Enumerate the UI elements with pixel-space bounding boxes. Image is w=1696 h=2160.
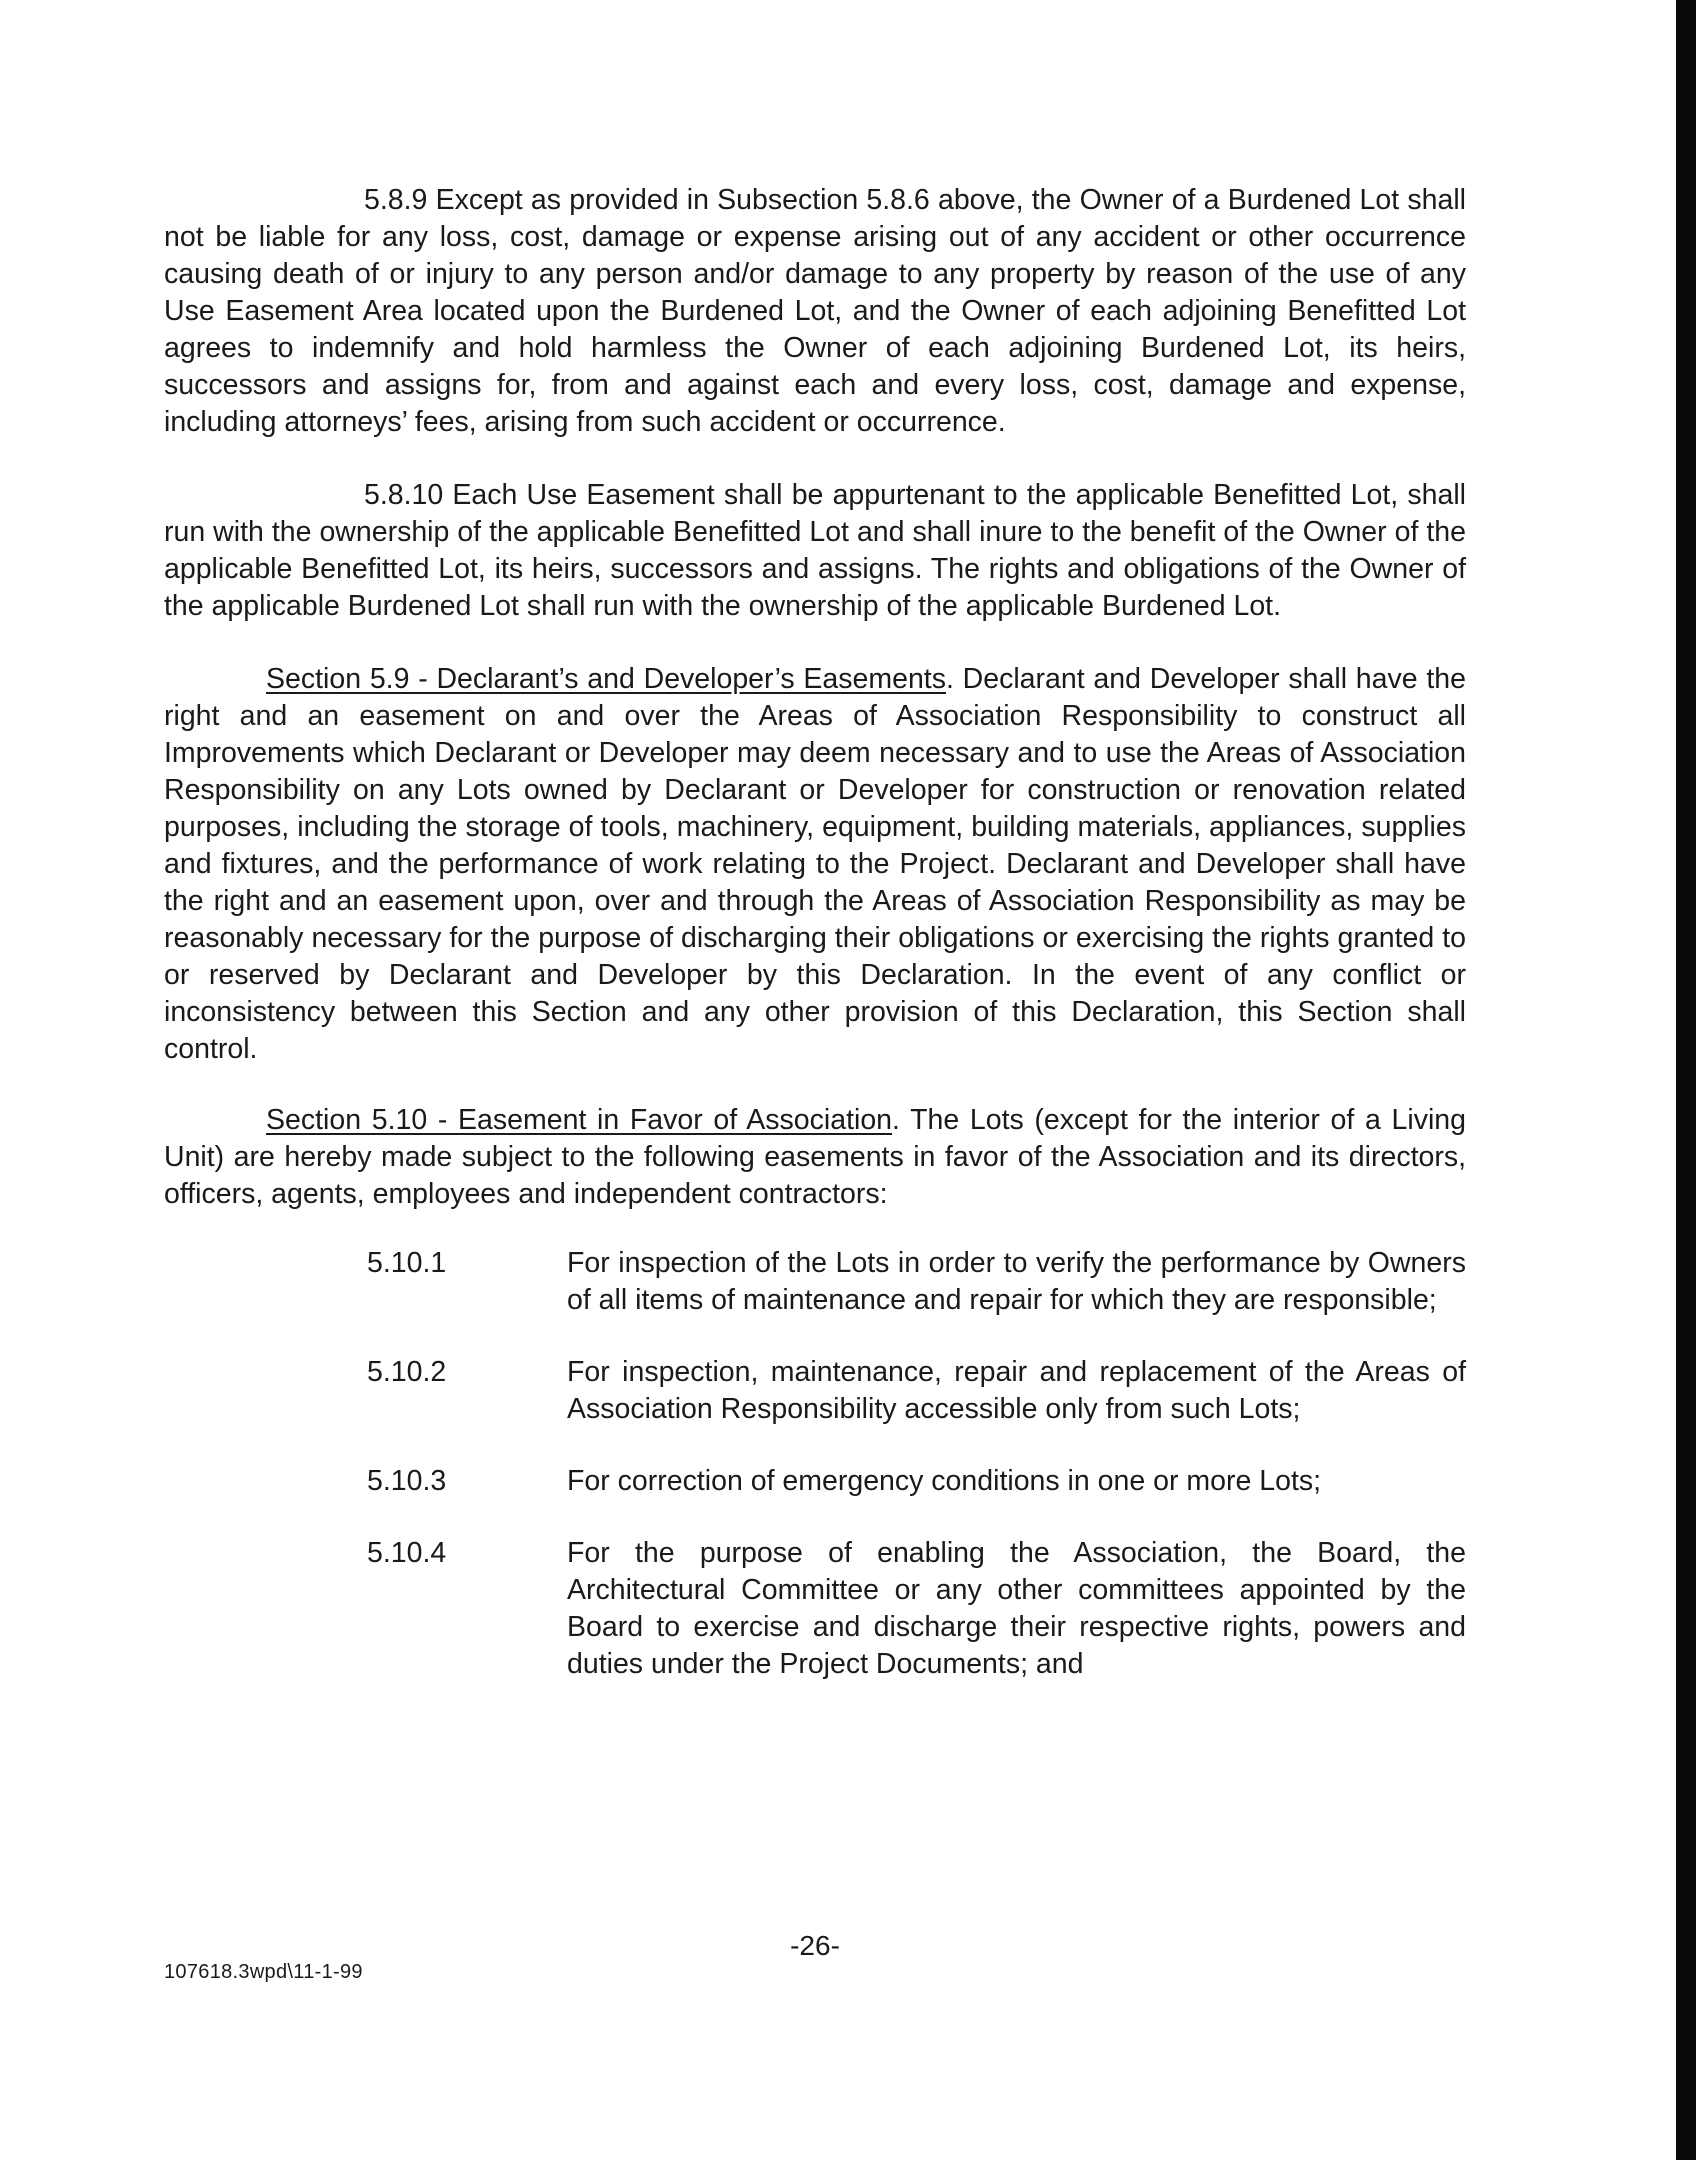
- section-5-9: [164, 661, 1466, 1068]
- list-item-number: 5.10.4: [367, 1537, 447, 1569]
- section-5-10-heading: Section 5.10 - Easement in Favor of Association: [266, 1104, 893, 1136]
- paragraph-5-8-10: 5.8.10 Each Use Easement shall be appurtenant to the applicable Benefitted Lot, shall run with the ownership of the applicable Benefitted Lot and shall inure to the benefit of the Owner of the applicable Benefitted Lot, its heirs, successors and assigns. The rights and obligations of the Owner of the applicable Burdened Lot shall run with the ownership of the applicable Burdened Lot.: [164, 479, 1466, 622]
- list-item-number: 5.10.1: [367, 1247, 447, 1279]
- list-item-text: For inspection, maintenance, repair and replacement of the Areas of Association Responsibility accessible only from such Lots;: [567, 1356, 1466, 1425]
- section-5-9-body: . Declarant and Developer shall have the right and an easement on and over the Areas of Association Responsibility to construct all Improvements which Declarant or Developer may deem necessary and to use the Areas of Association Responsibility on any Lots owned by Declarant or Developer for construction or renovation related purposes, including the storage of tools, machinery, equipment, building materials, appliances, supplies and fixtures, and the performance of work relating to the Project. Declarant and Developer shall have the right and an easement upon, over and through the Areas of Association Responsibility as may be reasonably necessary for the purpose of discharging their obligations or exercising the rights granted to or reserved by Declarant and Developer by this Declaration. In the event of any conflict or inconsistency between this Section and any other provision of this Declaration, this Section shall control.: [164, 663, 1466, 1065]
- list-item: [164, 1354, 1466, 1428]
- easement-list: [164, 1245, 1466, 1683]
- list-item-text: For the purpose of enabling the Association, the Board, the Architectural Committee or any other committees appointed by the Board to exercise and discharge their respective rights, powers and duties under the Project Documents; and: [567, 1537, 1466, 1680]
- section-5-9-heading: Section 5.9 - Declarant’s and Developer’s Easements: [266, 663, 946, 695]
- list-item-number: 5.10.2: [367, 1356, 447, 1388]
- list-item: [164, 1463, 1466, 1500]
- section-5-10-body: . The Lots (except for the interior of a Living Unit) are hereby made subject to the following easements in favor of the Association and its directors, officers, agents, employees and independent contractors:: [164, 1104, 1466, 1210]
- list-item: [164, 1245, 1466, 1319]
- list-item-number: 5.10.3: [367, 1465, 447, 1497]
- section-5-10: [164, 1102, 1466, 1213]
- paragraph-5-8-9: 5.8.9 Except as provided in Subsection 5.8.6 above, the Owner of a Burdened Lot shall not be liable for any loss, cost, damage or expense arising out of any accident or other occurrence causing death of or injury to any person and/or damage to any property by reason of the use of any Use Easement Area located upon the Burdened Lot, and the Owner of each adjoining Benefitted Lot agrees to indemnify and hold harmless the Owner of each adjoining Burdened Lot, its heirs, successors and assigns for, from and against each and every loss, cost, damage and expense, including attorneys’ fees, arising from such accident or occurrence.: [164, 184, 1466, 438]
- page-number: -26-: [790, 1930, 840, 1961]
- list-item: [164, 1535, 1466, 1683]
- scan-edge-bar: [1676, 0, 1696, 2160]
- list-item-text: For correction of emergency conditions in one or more Lots;: [567, 1465, 1322, 1497]
- document-page: [164, 182, 1466, 1718]
- document-code: 107618.3wpd\11-1-99: [164, 1961, 363, 1983]
- list-item-text: For inspection of the Lots in order to verify the performance by Owners of all items of maintenance and repair for which they are responsible;: [567, 1247, 1466, 1316]
